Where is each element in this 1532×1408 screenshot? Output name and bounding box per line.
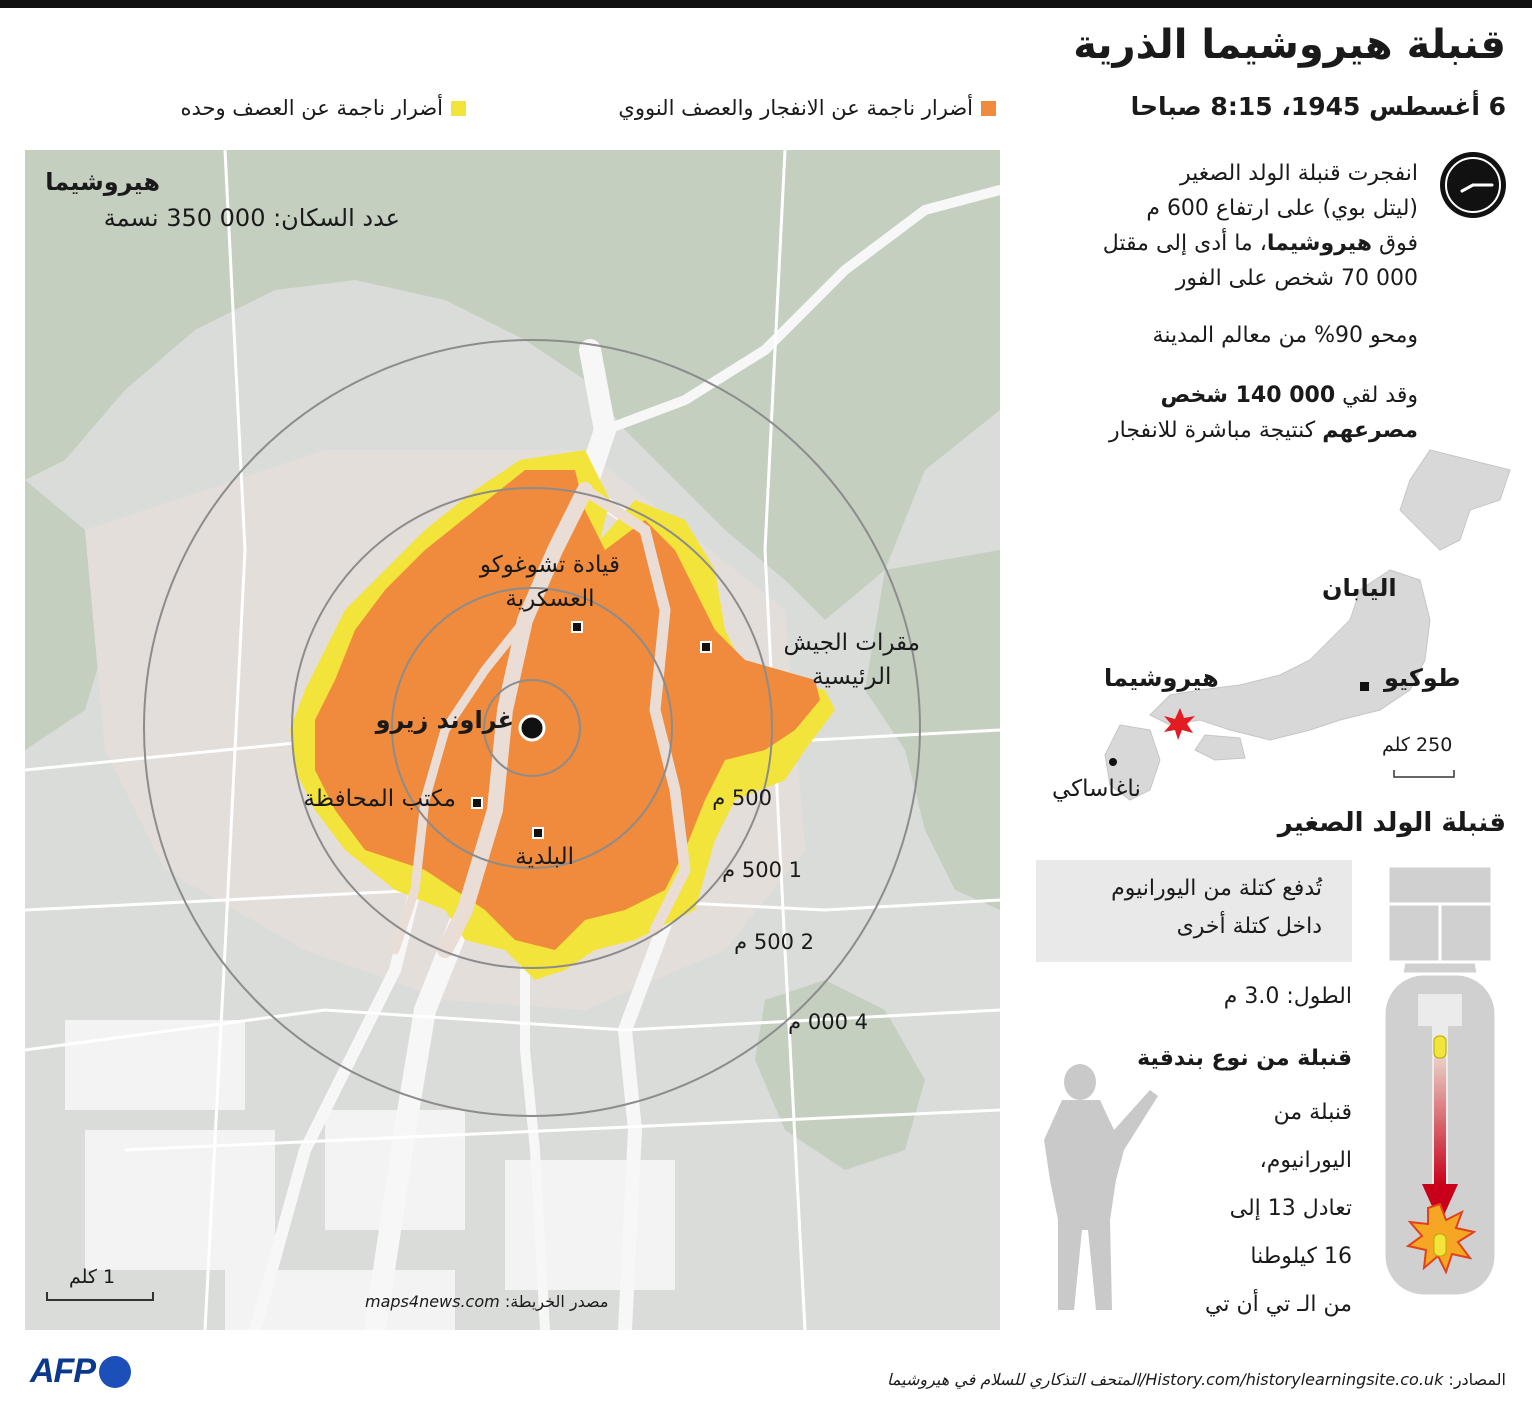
intro-line-4: 000 70 شخص على الفور	[1175, 266, 1418, 291]
legend-wind-label: أضرار ناجمة عن العصف وحده	[180, 96, 443, 120]
japan-label: اليابان	[1322, 574, 1397, 602]
chugoku-label-1: قيادة تشوغوكو	[479, 552, 620, 578]
army-hq-label-1: مقرات الجيش	[783, 630, 920, 656]
ground-zero-marker	[520, 716, 544, 740]
bomb-desc-line-5: من الـ تي أن تي	[1205, 1292, 1352, 1317]
person-silhouette-icon	[1032, 1060, 1172, 1320]
sources-label: المصادر:	[1443, 1370, 1506, 1389]
marker-chugoku	[572, 622, 582, 632]
legend-wind-swatch	[451, 101, 466, 116]
chugoku-label-2: العسكرية	[505, 586, 595, 612]
stat-deaths-c: مصرعهم	[1322, 418, 1418, 443]
bomb-desc-line-1: قنبلة من	[1273, 1100, 1352, 1125]
intro-text	[1018, 156, 1418, 296]
sources-value: History.com/historylearningsite.co.uk/المتحف التذكاري للسلام في هيروشيما	[886, 1370, 1444, 1389]
legend-wind	[180, 96, 466, 120]
legend-blast-swatch	[981, 101, 996, 116]
intro-line-3a: فوق	[1372, 231, 1418, 256]
legend-blast	[618, 96, 996, 120]
ring-label-4000: 4 000 م	[788, 1010, 868, 1034]
map-source-label: مصدر الخريطة:	[499, 1292, 609, 1311]
little-boy-bomb-diagram	[1382, 864, 1498, 1300]
japan-inset-map	[1030, 440, 1520, 820]
intro-city-bold: هيروشيما	[1266, 231, 1373, 256]
tokyo-label: طوكيو	[1384, 664, 1461, 692]
map-scale-bar	[47, 1292, 153, 1300]
stat-deaths-a: وقد لقي	[1335, 383, 1418, 408]
top-bar	[0, 0, 1532, 8]
bomb-length: الطول: 3.0 م	[1223, 984, 1352, 1009]
marker-army	[701, 642, 711, 652]
map-scale-label: 1 كلم	[69, 1266, 116, 1288]
sources	[887, 1370, 1506, 1389]
bomb-desc-line-4: 16 كيلوطنا	[1250, 1244, 1352, 1269]
map-reclaimed-land	[65, 1020, 675, 1330]
army-hq-label	[783, 626, 920, 694]
bomb-title: قنبلة الولد الصغير	[1277, 808, 1506, 838]
ring-label-500: 500 م	[712, 786, 772, 810]
marker-city-hall	[533, 828, 543, 838]
stat-deaths-d: كنتيجة مباشرة للانفجار	[1109, 418, 1323, 443]
chugoku-label	[480, 548, 620, 616]
afp-logo-text: AFP	[30, 1352, 95, 1390]
uranium-projectile	[1434, 1036, 1446, 1058]
inset-hiroshima-label: هيروشيما	[1104, 664, 1219, 692]
nagasaki-label: ناغاساكي	[1052, 776, 1141, 802]
intro-line-3	[1018, 226, 1418, 261]
stat-destroyed: ومحو 90% من معالم المدينة	[1152, 323, 1418, 348]
map-city-label: هيروشيما	[45, 168, 160, 196]
projectile-arrow	[1434, 1056, 1446, 1186]
city-hall-label: البلدية	[515, 844, 574, 870]
map-source-value: maps4news.com	[365, 1292, 500, 1311]
japan-scale-label: 250 كلم	[1382, 734, 1453, 756]
hiroshima-map	[25, 150, 1000, 1330]
bomb-desc-line-2: اليورانيوم،	[1259, 1148, 1352, 1173]
intro-line-2: (ليتل بوي) على ارتفاع 600 م	[1146, 196, 1418, 221]
tokyo-marker	[1360, 682, 1369, 691]
bomb-mechanism-line-1: تُدفع كتلة من اليورانيوم	[1111, 876, 1322, 901]
intro-line-3c: ، ما أدى إلى مقتل	[1102, 231, 1267, 256]
event-date: 6 أغسطس 1945، 8:15 صباحا	[1130, 92, 1506, 121]
ring-label-1500: 1 500 م	[722, 858, 802, 882]
ground-zero-label: غراوند زيرو	[375, 706, 514, 734]
japan-scale-bar	[1394, 770, 1454, 777]
marker-prefecture	[472, 798, 482, 808]
nagasaki-marker	[1109, 758, 1117, 766]
bomb-mechanism-text	[1032, 870, 1322, 946]
map-source	[365, 1292, 609, 1311]
afp-logo	[30, 1352, 131, 1391]
stat-deaths-b: 000 140 شخص	[1160, 383, 1336, 408]
clock-icon	[1438, 150, 1508, 220]
bomb-desc-line-3: تعادل 13 إلى	[1229, 1196, 1352, 1221]
gun-type-title: قنبلة من نوع بندقية	[1137, 1046, 1352, 1071]
map-graphic	[25, 150, 1000, 1330]
bomb-mechanism-line-2: داخل كتلة أخرى	[1176, 914, 1322, 939]
map-population: عدد السكان: 000 350 نسمة	[103, 204, 400, 232]
page-title: قنبلة هيروشيما الذرية	[1073, 22, 1506, 68]
afp-logo-dot	[99, 1356, 131, 1388]
ring-label-2500: 2 500 م	[734, 930, 814, 954]
legend-blast-label: أضرار ناجمة عن الانفجار والعصف النووي	[618, 96, 973, 120]
army-hq-label-2: الرئيسية	[812, 664, 892, 690]
prefecture-label: مكتب المحافظة	[303, 786, 456, 812]
intro-line-1: انفجرت قنبلة الولد الصغير	[1180, 161, 1418, 186]
stat-deaths	[998, 378, 1418, 448]
uranium-target	[1434, 1234, 1446, 1256]
